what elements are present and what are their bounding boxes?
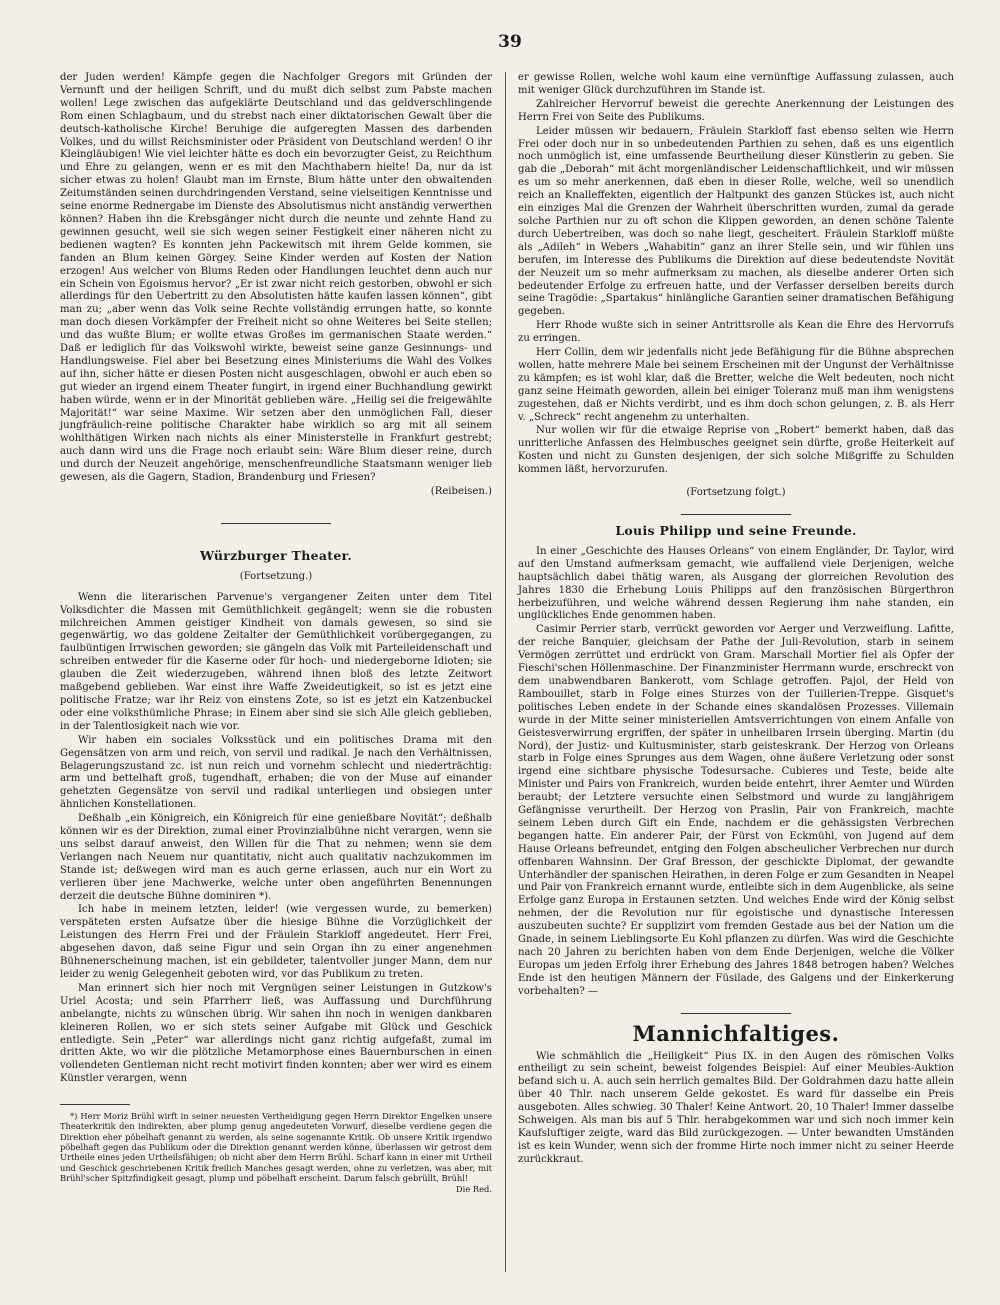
misc-paragraph: Wie schmählich die „Heiligkeit“ Pius IX. in den Augen des römischen Volks entheiligt zu sein scheint, beweist folgendes Beispiel: Auf einer Meubles-Auktion befand sich u. A. auch sein herrlich gemaltes Bild. Der Goldrahmen dazu hatte allein über 40 Thlr. nach unserem Gelde gekostet. Es ward für dasselbe ein Preis ausgeboten. Alles schwieg. 30 Thaler! Keine Antwort. 20, 10 Thaler! Immer dasselbe Schweigen. Als man bis auf 5 Thlr. herabgekommen war und sich noch immer kein Kaufsluftiger zeigte, ward das Bild zurückgezogen. — Unter bewandten Umständen ist es kein Wunder, wenn sich der fromme Hirte noch immer nicht zu seiner Heerde zurückkraut. <box>518 1050 954 1165</box>
column-divider <box>505 72 506 1272</box>
continuation-note: (Fortsetzung folgt.) <box>686 487 786 499</box>
footnote-signature: Die Red. <box>456 1184 492 1195</box>
theater-paragraph: Wenn die literarischen Parvenue's vergangener Zeiten unter dem Titel Volksdichter die Massen mit Gemüthlichkeit gegängelt; wenn sie die robusten milchreichen Ammen geistiger Kindheit von damals gewesen, so sind sie gegenwärtig, wo das goldene Zeitalter der Gemüthlichkeit vorübergegangen, zu faulbüntigen Irrwischen geworden; sie gängeln das Volk mit Parteileidenschaft und schreiben entweder für die Kaserne oder für hoch- und niedergeborne Idioten; sie glauben die Zeit wiederzugeben, während ihnen bloß des letzte Zeitwort maßgebend geblieben. War einst ihre Waffe Zweideutigkeit, so ist es jetzt eine politische Fratze; war ihr Reiz von einstens Zote, so ist es jetzt ein Katzenbuckel oder eine volksthümliche Phrase; in Einem aber sind sie sich Alle gleich geblieben, in der Talentlosigkeit nach wie vor. <box>60 591 492 732</box>
theater-paragraph: Leider müssen wir bedauern, Fräulein Starkloff fast ebenso selten wie Herrn Frei oder doch nur in so unbedeutenden Parthien zu sehen, daß es uns eigentlich noch unmöglich ist, eine umfassende Beurtheilung dieser Künstlerin zu geben. Sie gab die „Deborah“ mit ächt morgenländischer Leidenschaftlichkeit, und wir müssen es um so mehr anerkennen, daß eben in dieser Rolle, welche, weil so unendlich reich an Knalleffekten, eigentlich der Haltpunkt des ganzen Stückes ist, auch nicht ein einziges Mal die Grenzen der Wahrheit überschritten wurden, zumal da gerade solche Parthien nur zu oft schon die Klippen geworden, an denen schöne Talente durch Uebertreiben, was doch so nahe liegt, gescheitert. Fräulein Starkloff müßte als „Adileh“ in Webers „Wahabitin“ ganz an ihrer Stelle sein, und wir fühlen uns berufen, im Interesse des Publikums die Direktion auf diese bedeutendste Novität der Neuzeit um so mehr aufmerksam zu machen, als dieselbe anderer Orten sich bedeutender Erfolge zu erfreuen hatte, und der Verfasser derselben bereits durch seine Tragödie: „Spartakus“ hinlängliche Garantien seiner dramatischen Befähigung gegeben. <box>518 125 954 318</box>
theater-heading: Würzburger Theater. <box>199 547 352 563</box>
theater-paragraph: Zahlreicher Hervorruf beweist die gerechte Anerkennung der Leistungen des Herrn Frei von Seite des Publikums. <box>518 98 954 123</box>
theater-paragraph: Ich habe in meinem letzten, leider! (wie vergessen wurde, zu bemerken) verspäteten ersten Aufsatze über die hiesige Bühne die Vorzüglichkeit der Leistungen des Herrn Frei und der Fräulein Starkloff angedeutet. Herr Frei, abgesehen davon, daß seine Figur und sein Organ ihn zu einer angenehmen Bühnenerscheinung machen, ist ein gebildeter, talentvoller junger Mann, dem nur leider zu wenig Gelegenheit geboten wird, vor das Publikum zu treten. <box>60 904 492 980</box>
intro-paragraph: der Juden werden! Kämpfe gegen die Nachfolger Gregors mit Gründen der Vernunft und der heiligen Schrift, und du mußt dich selbst zum Pabste machen wollen! Lege zwischen das aufgeklärte Deutschland und das geldverschlingende Rom einen Schlagbaum, und du strebst nach einer diktatorischen Gewalt über die deutsch-katholische Kirche! Beruhige die aufgeregten Massen des darbenden Volkes, und du willst Reichsminister oder Präsident von Deutschland werden! O ihr Kleingläubigen! Wie viel leichter hätte es doch ein bevorzugter Geist, zu Reichthum und Ehre zu gelangen, wenn er es mit den Machthabern hielte! Da, nur da ist sicher etwas zu holen! Glaubt man im Ernste, Blum hätte unter den obwaltenden Zeitumständen seinen durchdringenden Verstand, seine vielseitigen Kenntnisse und seine enorme Rednergabe im Dienste des Absolutismus nicht anständig verwerthen können? Haben ihn die Krebsgänger nicht durch die neunte und zehnte Hand zu gewinnen gesucht, weil sie sich wegen seiner Festigkeit einer näheren nicht zu bedienen wagten? Es konnten jehn Packewitsch mit ihrem Gelde kommen, sie fanden an Blum keinen Görgey. Seine Kinder werden auf Kosten der Nation erzogen! Aus welcher von Blums Reden oder Handlungen leuchtet denn auch nur ein Schein von Egoismus hervor? „Er ist zwar nicht reich gestorben, obwohl er sich allerdings für den Uebertritt zu den Absolutisten hätte kaufen lassen können“, gibt man zu; „aber wenn das Volk seine Rechte vollständig errungen hatte, so konnte man doch diesen Vorkämpfer der Freiheit nicht so ohne Weiteres bei Seite stellen; und das wußte Blum; er wollte etwas Großes im germanischen Staate werden.“ Daß er lediglich für das Volkswohl wirkte, beweist seine ganze Gesinnungs- und Handlungsweise. Fiel aber bei Besetzung eines Ministeriums die Wahl des Volkes auf ihn, sicher hätte er diesen Posten nicht ausgeschlagen, obwohl er auch eben so gut wieder an irgend einem Theater fungirt, in irgend einer Buchhandlung gewirkt haben würde, wenn er in der Minorität geblieben wäre. „Heilig sei die freigewählte Majorität!“ war seine Maxime. Wir setzen aber den unmöglichen Fall, dieser jungfräulich-reine politische Charakter habe wirklich so arg mit all seinem wohlthätigen Wirken nach nichts als einer Ministerstelle in Frankfurt gestrebt; auch dann wird uns die Frage noch erlaubt sein: Wäre Blum dieser reine, durch und durch der Neuzeit angehörige, menschenfreundliche Staatsmann weniger lieb gewesen, als die Gagern, Stadion, Brandenburg und Friesen? <box>60 72 492 484</box>
theater-paragraph: er gewisse Rollen, welche wohl kaum eine vernünftige Auffassung zulassen, auch mit weniger Glück durchzuführen im Stande ist. <box>518 72 954 96</box>
louis-paragraph: In einer „Geschichte des Hauses Orleans“ von einem Engländer, Dr. Taylor, wird auf den Umstand aufmerksam gemacht, wie auffallend viele Derjenigen, welche hauptsächlich dabei thätig waren, als Ausgang der glorreichen Revolution des Jahres 1830 die Erhebung Louis Philipps auf den französischen Bürgerthron herbeizuführen, und welche während dessen Regierung ihm nahe standen, ein unglückliches Ende genommen haben. <box>518 545 954 622</box>
theater-paragraph: Nur wollen wir für die etwaige Reprise von „Robert“ bemerkt haben, daß das unritterliche Anfassen des Helmbusches geeignet sein dürfte, große Heiterkeit auf Kosten und nicht zu Gunsten desjenigen, der sich solche Mißgriffe zu Schulden kommen läßt, hervorzurufen. <box>518 425 954 476</box>
right-column <box>518 72 954 1168</box>
section-divider <box>221 523 331 524</box>
theater-continuation: (Fortsetzung.) <box>239 570 313 582</box>
page-number: 39 <box>498 32 522 52</box>
theater-paragraph: Man erinnert sich hier noch mit Vergnügen seiner Leistungen in Gutzkow's Uriel Acosta; und sein Pfarrherr ließ, was Auffassung und Durchführung anbelangte, nichts zu wünschen übrig. Wir sahen ihn noch in wenigen dankbaren kleineren Rollen, wo er sich stets seiner Aufgabe mit Glück und Geschick entledigte. Sein „Peter“ war allerdings nicht ganz richtig aufgefaßt, zumal im dritten Akte, wo wir die plötzliche Metamorphose eines Bauernburschen in einen vollendeten Gentleman nicht recht motivirt finden konnten; aber wer wird es einem Künstler verargen, wenn <box>60 982 492 1085</box>
louis-paragraph: Casimir Perrier starb, verrückt geworden vor Aerger und Verzweiflung. Lafitte, der reiche Banquier, gleichsam der Pathe der Juli-Revolution, starb in seinem Vermögen zerrüttet und erdrückt von Gram. Marschall Mortier fiel als Opfer der Fieschi'schen Höllenmaschine. Der Finanzminister Herrmann wurde, erschreckt von dem unabwendbaren Bankerott, vom Schlage getroffen. Pajol, der Held von Rambouillet, starb in Folge eines Sturzes von der Tuillerien-Treppe. Gisquet's politisches Leben endete in der Schande eines skandalösen Prozesses. Villemain wurde in der Mitte seiner ministeriellen Amtsverrichtungen von einem Anfalle von Geistesverwirrung ergriffen, der später in unheilbaren Irrsein überging. Martin (du Nord), der Justiz- und Kultusminister, starb geisteskrank. Der Herzog von Orleans starb in Folge eines Sprunges aus dem Wagen, ohne äußere Verletzung oder sonst irgend eine sichtbare physische Todesursache. Cubieres und Teste, beide alte Minister und Pairs von Frankreich, wurden beide entehrt, ihrer Aemter und Würden beraubt; der Letztere versuchte einen Selbstmord und wurde zu langjährigem Gefängnisse verurtheilt. Der Herzog von Praslin, Pair von Frankreich, machte seinem Leben durch Gift ein Ende, nachdem er die gehässigsten Verbrechen begangen hatte. Ein anderer Pair, der Fürst von Eckmühl, von Jugend auf dem Hause Orleans befreundet, entging den Folgen abscheulicher Verbrechen nur durch offenbaren Wahnsinn. Der Graf Bresson, der geschickte Diplomat, der gewandte Unterhändler der spanischen Heirathen, in deren Folge er zum Gesandten in Neapel und Pair von Frankreich ernannt wurde, entleibte sich in dem Augenblicke, als seine Erfolge ganz Europa in Erstaunen setzten. Und welches Ende wird der König selbst nehmen, der die Revolution nur für egoistische und dynastische Interessen auszubeuten suchte? Er supplizirt vom fremden Gestade aus bei der Nation um die Gnade, in seinem Lieblingsorte Eu Kohl pflanzen zu dürfen. Was wird die Geschichte nach 20 Jahren zu berichten haben von dem Ende Derjenigen, welche die Völker Europas um jeden Erfolg ihrer Erhebung des Jahres 1848 betrogen haben? Welches Ende ist den heutigen Männern der Füsilade, des Galgens und der Einkerkerung vorbehalten? — <box>518 624 954 997</box>
left-column <box>60 72 492 1196</box>
footnote-rule <box>60 1104 130 1105</box>
footnote: *) Herr Moriz Brühl wirft in seiner neuesten Vertheidigung gegen Herrn Direktor Engelken unsere Theaterkritik den indirekten, aber plump genug angedeuteten Vorwurf, dieselbe verdiene gegen die Direktion eher pöbelhaft genannt zu werden, als seine sogenannte Kritik. Ob unsere Kritik irgendwo pöbelhaft gegen das Publikum oder die Direktion genannt werden könne, überlassen wir getrost dem Urtheile eines jeden Urtheilsfähigen; ob nicht aber dem Herrn Brühl. Scharf kann in einer mit Urtheil und Geschick geschriebenen Kritik freilich Manches gesagt werden, ohne zu verletzen, was aber, mit Brühl'scher Spitzfindigkeit gesagt, plump und pöbelhaft erscheint. Darum falsch gebrüllt, Brühl! <box>60 1111 492 1183</box>
section-divider <box>681 1013 791 1014</box>
theater-paragraph: Herr Collin, dem wir jedenfalls nicht jede Befähigung für die Bühne absprechen wollen, hatte mehrere Male bei seinem Erscheinen mit der Ungunst der Verhältnisse zu kämpfen; es ist wohl klar, daß die Bretter, welche die Welt bedeuten, noch nicht ganz seine Heimath geworden, allein bei einiger Toleranz muß man ihm wenigstens zugestehen, daß er Nichts verdirbt, und es ihm doch schon gelungen, z. B. als Herr v. „Schreck“ recht angenehm zu unterhalten. <box>518 347 954 423</box>
section-divider <box>681 514 791 515</box>
intro-signature: (Reibeisen.) <box>430 486 492 497</box>
theater-paragraph: Herr Rhode wußte sich in seiner Antrittsrolle als Kean die Ehre des Hervorrufs zu erringen. <box>518 320 954 345</box>
theater-paragraph: Deßhalb „ein Königreich, ein Königreich für eine genießbare Novität“; deßhalb können wir es der Direktion, zumal einer Provinzialbühne nicht verargen, wenn sie uns selbst darauf anweist, den Willen für die That zu nehmen; wenn sie dem Verlangen nach Neuem nur quantitativ, nicht auch qualitativ nachzukommen im Stande ist; deßwegen wird man es auch gerne erlassen, auch nur ein Wort zu verlieren über jene Machwerke, welche unter oben angeführten Benennungen derzeit die deutsche Bühne dominiren *). <box>60 813 492 902</box>
louis-heading: Louis Philipp und seine Freunde. <box>615 523 857 538</box>
theater-paragraph: Wir haben ein sociales Volksstück und ein politisches Drama mit den Gegensätzen von arm und reich, von servil und radikal. Je nach den Verhältnissen, Belagerungszustand zc. ist nun reich und vornehm schlecht und niederträchtig: arm und bettelhaft groß, tugendhaft, erhaben; die von der Muse auf einander gehetzten Gegensätze von servil und radikal unterliegen und obsiegen unter ähnlichen Konstellationen. <box>60 734 492 811</box>
misc-heading: Mannichfaltiges. <box>632 1020 840 1046</box>
